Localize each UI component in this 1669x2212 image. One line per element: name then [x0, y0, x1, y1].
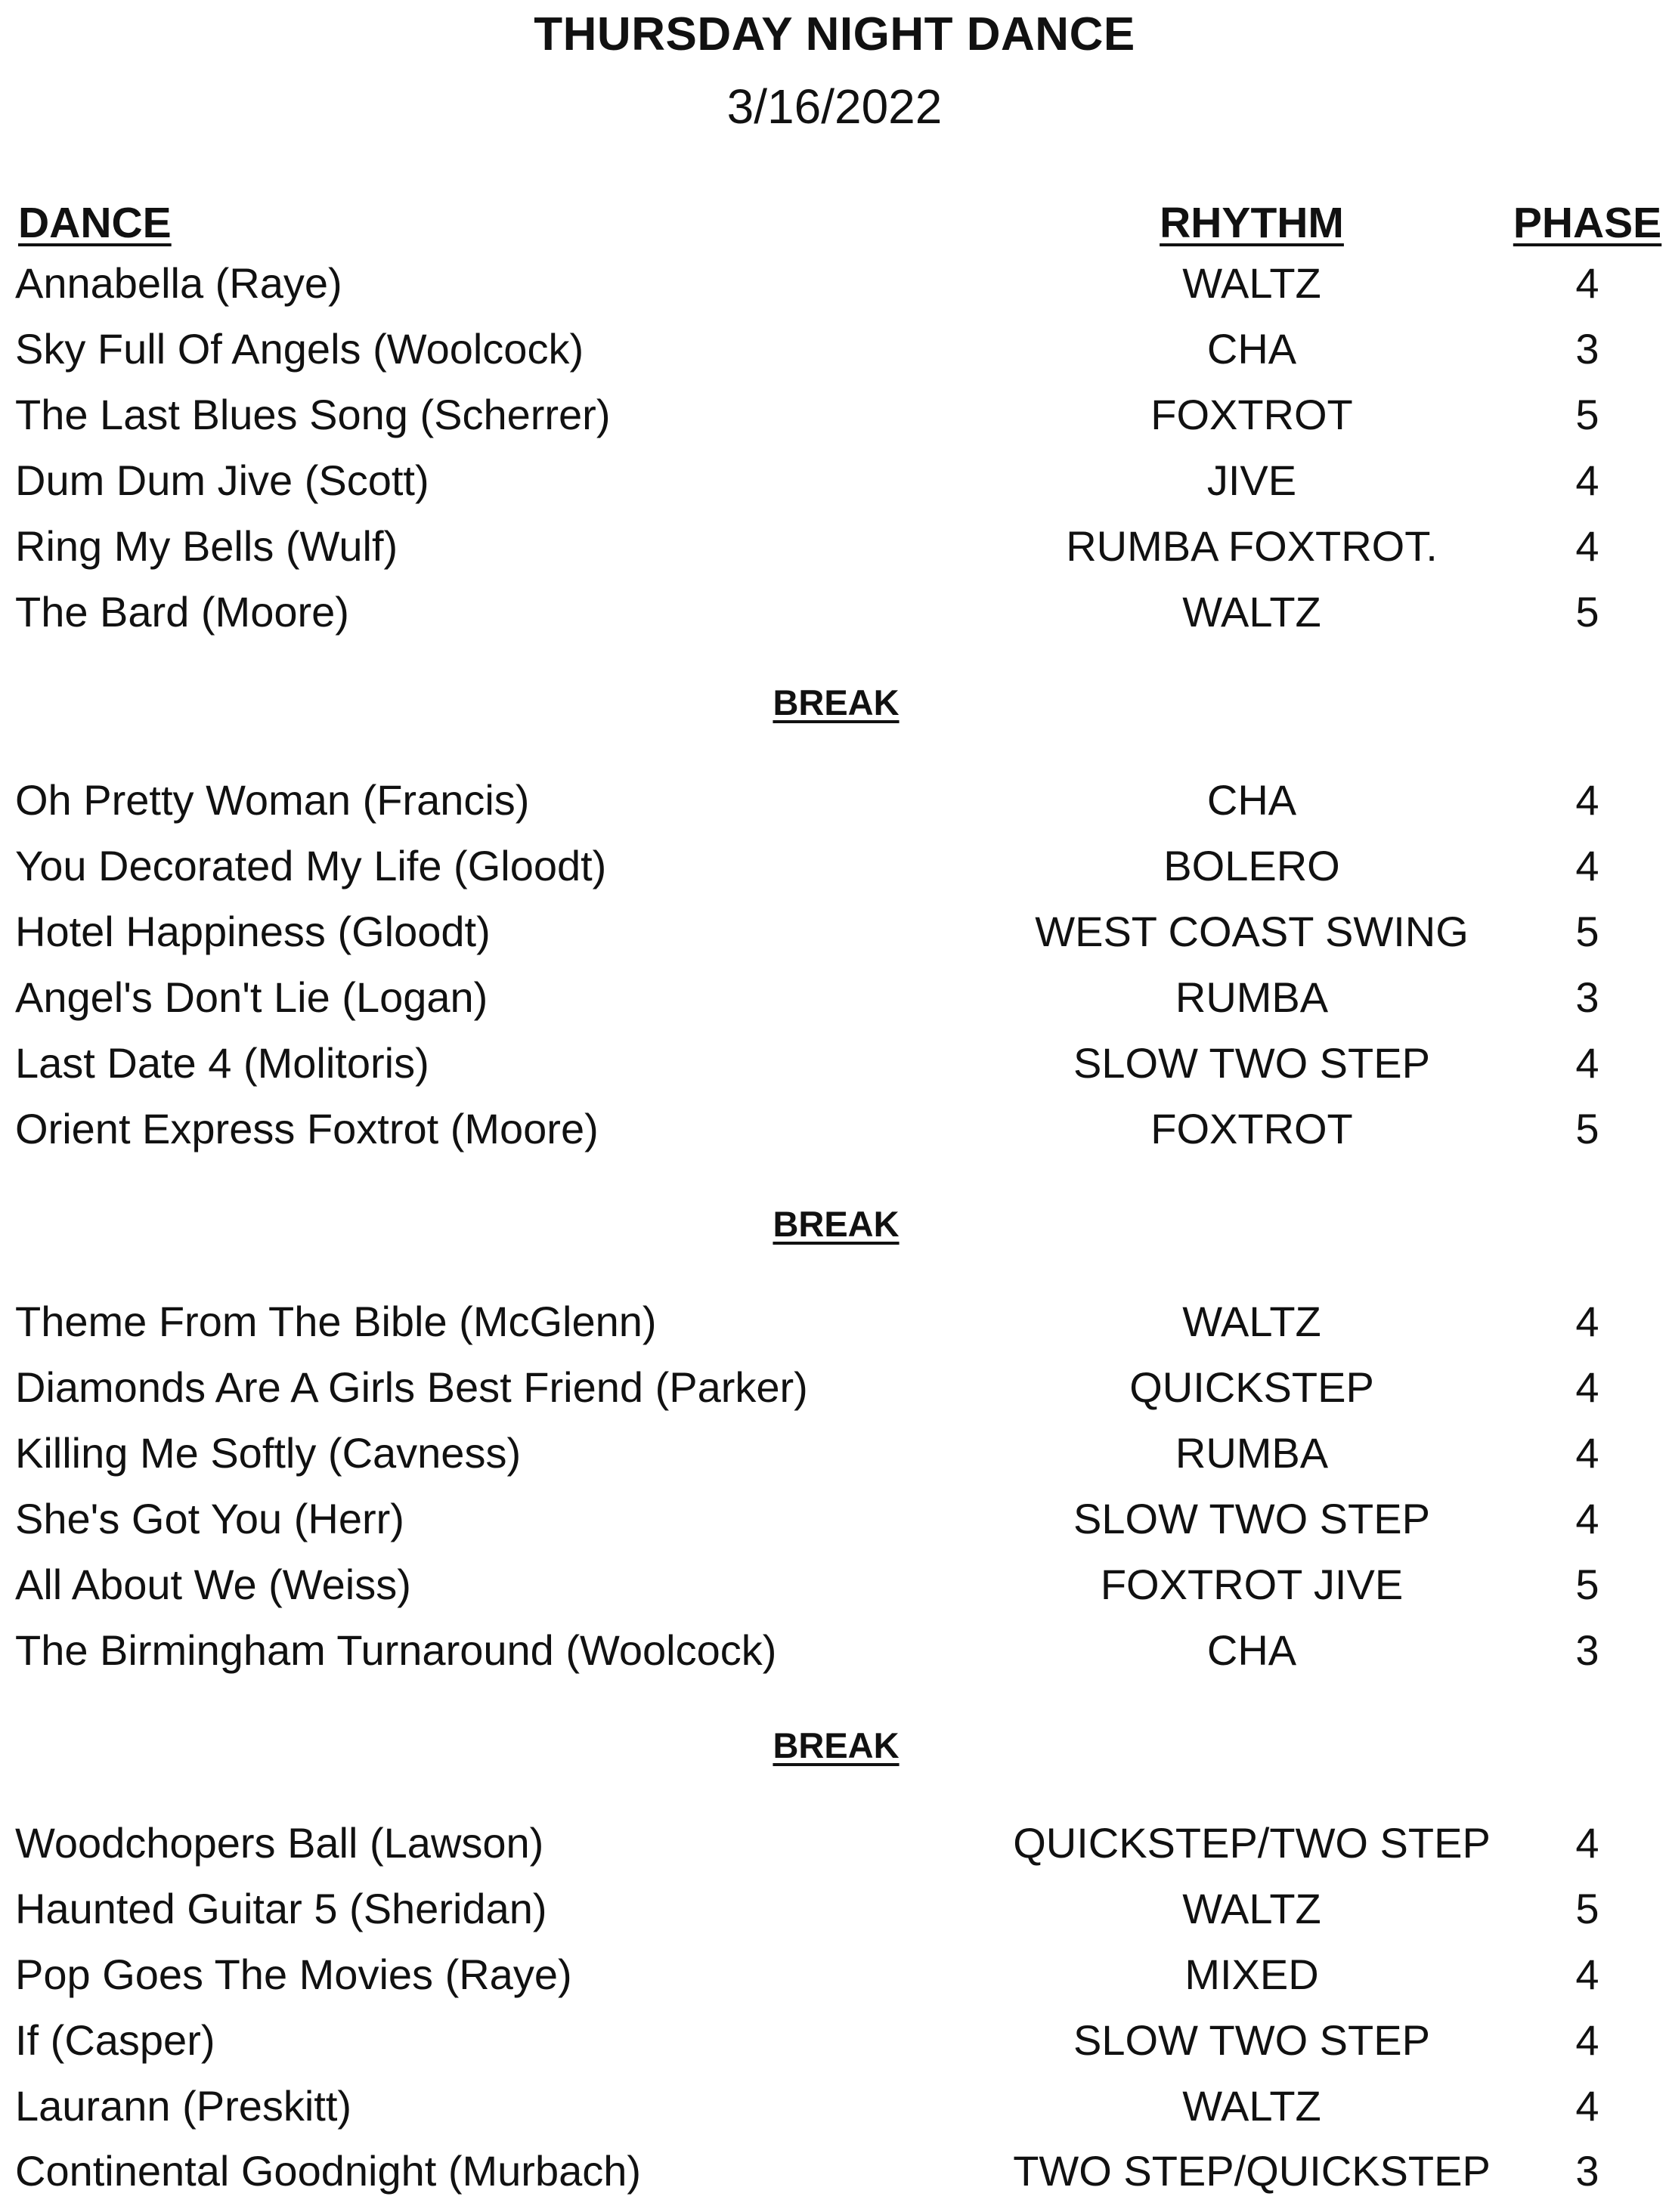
dance-name: Killing Me Softly (Cavness) — [15, 1429, 522, 1477]
table-row: The Birmingham Turnaround (Woolcock) CHA 3 — [15, 1626, 1599, 1674]
dance-name: Diamonds Are A Girls Best Friend (Parker) — [15, 1363, 808, 1411]
table-row: The Bard (Moore) WALTZ 5 — [15, 588, 1599, 636]
dance-name: She's Got You (Herr) — [15, 1495, 404, 1542]
table-row: Haunted Guitar 5 (Sheridan) WALTZ 5 — [15, 1885, 1599, 1932]
dance-name: Dum Dum Jive (Scott) — [15, 456, 429, 504]
table-row: Annabella (Raye) WALTZ 4 — [15, 259, 1599, 307]
dance-name: Pop Goes The Movies (Raye) — [15, 1951, 572, 1998]
dance-name: Sky Full Of Angels (Woolcock) — [15, 325, 584, 373]
dance-name: All About We (Weiss) — [15, 1561, 411, 1608]
table-row: Killing Me Softly (Cavness) RUMBA 4 — [15, 1429, 1599, 1477]
dance-name: Oh Pretty Woman (Francis) — [15, 776, 530, 824]
table-row: Theme From The Bible (McGlenn) WALTZ 4 — [15, 1298, 1599, 1345]
dance-name: Last Date 4 (Molitoris) — [15, 1039, 429, 1087]
dance-name: If (Casper) — [15, 2016, 215, 2064]
table-row: Dum Dum Jive (Scott) JIVE 4 — [15, 456, 1599, 504]
page-date: 3/16/2022 — [726, 79, 943, 134]
dance-name: Angel's Don't Lie (Logan) — [15, 973, 488, 1021]
dance-name: Woodchopers Ball (Lawson) — [15, 1819, 544, 1867]
table-row: Last Date 4 (Molitoris) SLOW TWO STEP 4 — [15, 1039, 1599, 1087]
table-row: Angel's Don't Lie (Logan) RUMBA 3 — [15, 973, 1599, 1021]
table-row: Diamonds Are A Girls Best Friend (Parker) QUICKSTEP 4 — [15, 1363, 1599, 1411]
dance-name: Laurann (Preskitt) — [15, 2082, 352, 2130]
table-row: Laurann (Preskitt) WALTZ 4 — [15, 2082, 1599, 2130]
dance-name: The Bard (Moore) — [15, 588, 349, 636]
table-row: Continental Goodnight (Murbach) TWO STEP/QUICKSTEP 3 — [15, 2147, 1599, 2195]
table-row: If (Casper) SLOW TWO STEP 4 — [15, 2016, 1599, 2064]
table-row: Oh Pretty Woman (Francis) CHA 4 — [15, 776, 1599, 824]
table-row: The Last Blues Song (Scherrer) FOXTROT 5 — [15, 391, 1599, 438]
table-row: Ring My Bells (Wulf) RUMBA FOXTROT. 4 — [15, 522, 1599, 570]
dance-name: Haunted Guitar 5 (Sheridan) — [15, 1885, 547, 1932]
dance-name: Annabella (Raye) — [15, 259, 342, 307]
dance-name: The Last Blues Song (Scherrer) — [15, 391, 611, 438]
column-header-dance: DANCE — [18, 199, 172, 247]
table-row: Hotel Happiness (Gloodt) WEST COAST SWING 5 — [15, 908, 1599, 955]
table-row: Sky Full Of Angels (Woolcock) CHA 3 — [15, 325, 1599, 373]
dance-name: You Decorated My Life (Gloodt) — [15, 842, 607, 889]
table-row: Orient Express Foxtrot (Moore) FOXTROT 5 — [15, 1105, 1599, 1152]
table-row: You Decorated My Life (Gloodt) BOLERO 4 — [15, 842, 1599, 889]
dance-name: Theme From The Bible (McGlenn) — [15, 1298, 657, 1345]
dance-name: Ring My Bells (Wulf) — [15, 522, 398, 570]
table-row: All About We (Weiss) FOXTROT JIVE 5 — [15, 1561, 1599, 1608]
dance-name: Continental Goodnight (Murbach) — [15, 2147, 642, 2195]
table-row: She's Got You (Herr) SLOW TWO STEP 4 — [15, 1495, 1599, 1542]
page: THURSDAY NIGHT DANCE 3/16/2022 DANCE RHYTHM PHASE Annabella (Raye) WALTZ 4 Sky Full Of Angels (Woolcock) CHA 3 The Last Blues Song (Scherrer) FOXTROT 5 Dum Dum Jive (Scott) JIVE 4 Ring My Bells (Wulf) RUMBA FOXTROT. 4 The Bard (Moore) WALTZ 5 BREAK Oh Pretty Woman (Francis) CHA 4 You Decorated My Life (Gloodt) BOLERO 4 Hotel Happiness (Gloodt) WEST COAST SWING 5 Angel's Don't Lie (Logan) RUMBA 3 Last Date 4 (Molitoris) SLOW TWO STEP 4 Orient Express Foxtrot (Moore) FOXTROT 5 BREAK Theme From The Bible (McGlenn) WALTZ 4 Diamonds Are A Girls Best Friend (Parker) QUICKSTEP 4 Killing Me Softly (Cavness) RUMBA 4 She's Got You (Herr) SLOW TWO STEP 4 All About We (Weiss) FOXTROT JIVE 5 The Birmingham Turnaround (Woolcock) CHA 3 BREAK Woodchopers Ball (Lawson) QUICKSTEP/TWO STEP 4 Haunted Guitar 5 (Sheridan) WALTZ 5 Pop Goes The Movies (Raye) MIXED 4 If (Casper) SLOW TWO STEP 4 Laurann (Preskitt) WALTZ 4 Continental Goodnight (Murbach) TWO STEP/QUICKSTEP 3 — [0, 0, 1669, 2212]
dance-name: The Birmingham Turnaround (Woolcock) — [15, 1626, 777, 1674]
page-title: THURSDAY NIGHT DANCE — [534, 8, 1135, 60]
table-row: Woodchopers Ball (Lawson) QUICKSTEP/TWO STEP 4 — [15, 1819, 1599, 1867]
table-row: Pop Goes The Movies (Raye) MIXED 4 — [15, 1951, 1599, 1998]
dance-name: Hotel Happiness (Gloodt) — [15, 908, 491, 955]
dance-name: Orient Express Foxtrot (Moore) — [15, 1105, 599, 1152]
